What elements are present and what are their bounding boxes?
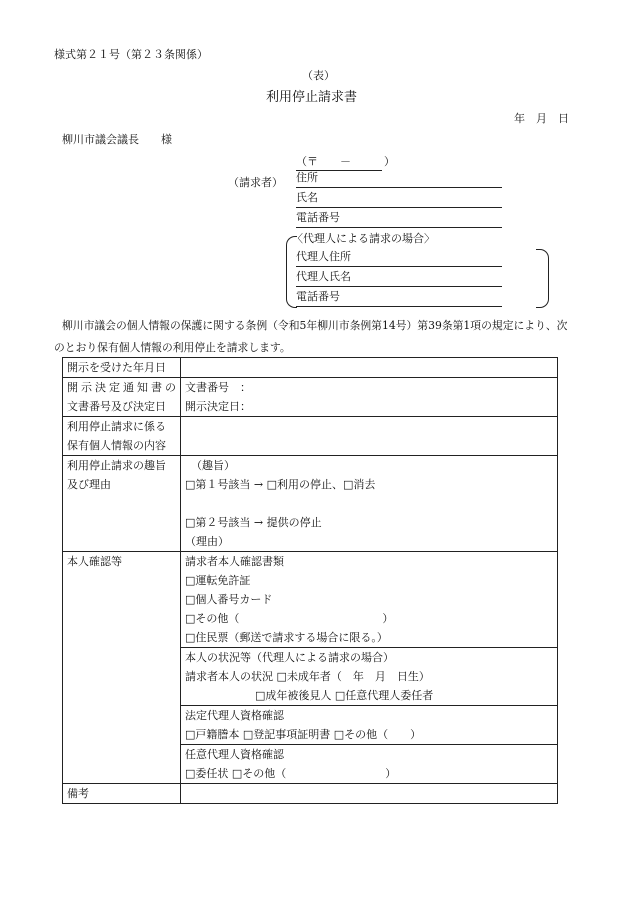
personal-info-label: 利用停止請求に係る 保有個人情報の内容 xyxy=(63,417,181,456)
agent-phone-label: 電話番号 xyxy=(296,290,340,303)
voluntary-agent-title: 任意代理人資格確認 xyxy=(185,748,284,761)
table-row-personal-info xyxy=(63,417,558,456)
intro-line-2: のとおり保有個人情報の利用停止を請求します。 xyxy=(54,341,291,354)
identity-label: 本人確認等 xyxy=(63,552,181,784)
resident-record-checkbox[interactable]: □住民票（郵送で請求する場合に限る。） xyxy=(185,631,388,644)
decision-date-label: 開示決定日： xyxy=(185,400,251,413)
table-row-remarks xyxy=(63,784,558,804)
disclosure-date-field[interactable] xyxy=(181,358,558,378)
status-section xyxy=(181,647,557,705)
page-title: 利用停止請求書 xyxy=(266,90,358,105)
table-row-disclosure-date xyxy=(63,358,558,378)
purpose-heading: （趣旨） xyxy=(191,459,235,472)
table-row-purpose xyxy=(63,456,558,552)
address-label: 住所 xyxy=(296,171,318,184)
agent-address-field[interactable] xyxy=(296,251,502,267)
legal-agent-options[interactable]: □戸籍謄本 □登記事項証明書 □その他（ ） xyxy=(185,728,422,741)
legal-agent-section xyxy=(181,705,557,744)
drivers-license-checkbox[interactable]: □運転免許証 xyxy=(185,574,251,587)
agent-phone-field[interactable] xyxy=(296,291,502,307)
reason-heading: （理由） xyxy=(185,535,229,548)
agent-address-label: 代理人住所 xyxy=(296,250,351,263)
agent-bracket-right xyxy=(536,249,549,308)
table-row-identity xyxy=(63,552,558,784)
purpose-field xyxy=(181,456,558,552)
date-line: 年 月 日 xyxy=(514,112,569,125)
clause2-option[interactable]: □第２号該当 → 提供の停止 xyxy=(185,516,322,529)
notice-label: 開示決定通知書の 文書番号及び決定日 xyxy=(63,378,181,417)
minor-checkbox[interactable]: 請求者本人の状況 □未成年者（ 年 月 日生） xyxy=(185,670,430,683)
remarks-label: 備考 xyxy=(63,784,181,804)
agent-note: 〈代理人による請求の場合〉 xyxy=(292,232,435,245)
clause1-option[interactable]: □第１号該当 → □利用の停止、□消去 xyxy=(185,478,376,491)
id-other-checkbox[interactable]: □その他（ ） xyxy=(185,612,394,625)
address-field[interactable] xyxy=(296,172,502,188)
disclosure-date-label: 開示を受けた年月日 xyxy=(63,358,181,378)
phone-field[interactable] xyxy=(296,212,502,228)
voluntary-agent-section xyxy=(181,744,557,783)
phone-label: 電話番号 xyxy=(296,211,340,224)
guardian-checkbox[interactable]: □成年被後見人 □任意代理人委任者 xyxy=(255,689,434,702)
addressee: 柳川市議会議長 様 xyxy=(62,133,172,146)
remarks-field[interactable] xyxy=(181,784,558,804)
id-docs-title: 請求者本人確認書類 xyxy=(185,555,284,568)
name-label: 氏名 xyxy=(296,191,318,204)
agent-name-label: 代理人氏名 xyxy=(296,270,351,283)
side-indicator: （表） xyxy=(302,69,335,82)
document-number-label: 文書番号 ： xyxy=(185,381,251,394)
table-row-notice xyxy=(63,378,558,417)
request-form-table xyxy=(62,357,558,804)
legal-agent-title: 法定代理人資格確認 xyxy=(185,709,284,722)
name-field[interactable] xyxy=(296,192,502,208)
purpose-label: 利用停止請求の趣旨 及び理由 xyxy=(63,456,181,552)
spacer xyxy=(185,494,553,513)
requester-label: （請求者） xyxy=(228,176,283,189)
postal-code-field: （〒 － ） xyxy=(296,155,395,168)
form-number: 様式第２１号（第２３条関係） xyxy=(54,48,208,61)
my-number-card-checkbox[interactable]: □個人番号カード xyxy=(185,593,273,606)
identity-field xyxy=(181,552,558,784)
status-title: 本人の状況等（代理人による請求の場合） xyxy=(185,651,394,664)
voluntary-agent-options[interactable]: □委任状 □その他（ ） xyxy=(185,767,397,780)
notice-field[interactable] xyxy=(181,378,558,417)
intro-line-1: 柳川市議会の個人情報の保護に関する条例（令和5年柳川市条例第14号）第39条第1項の規定により、次 xyxy=(62,319,568,332)
agent-name-field[interactable] xyxy=(296,271,502,287)
personal-info-field[interactable] xyxy=(181,417,558,456)
